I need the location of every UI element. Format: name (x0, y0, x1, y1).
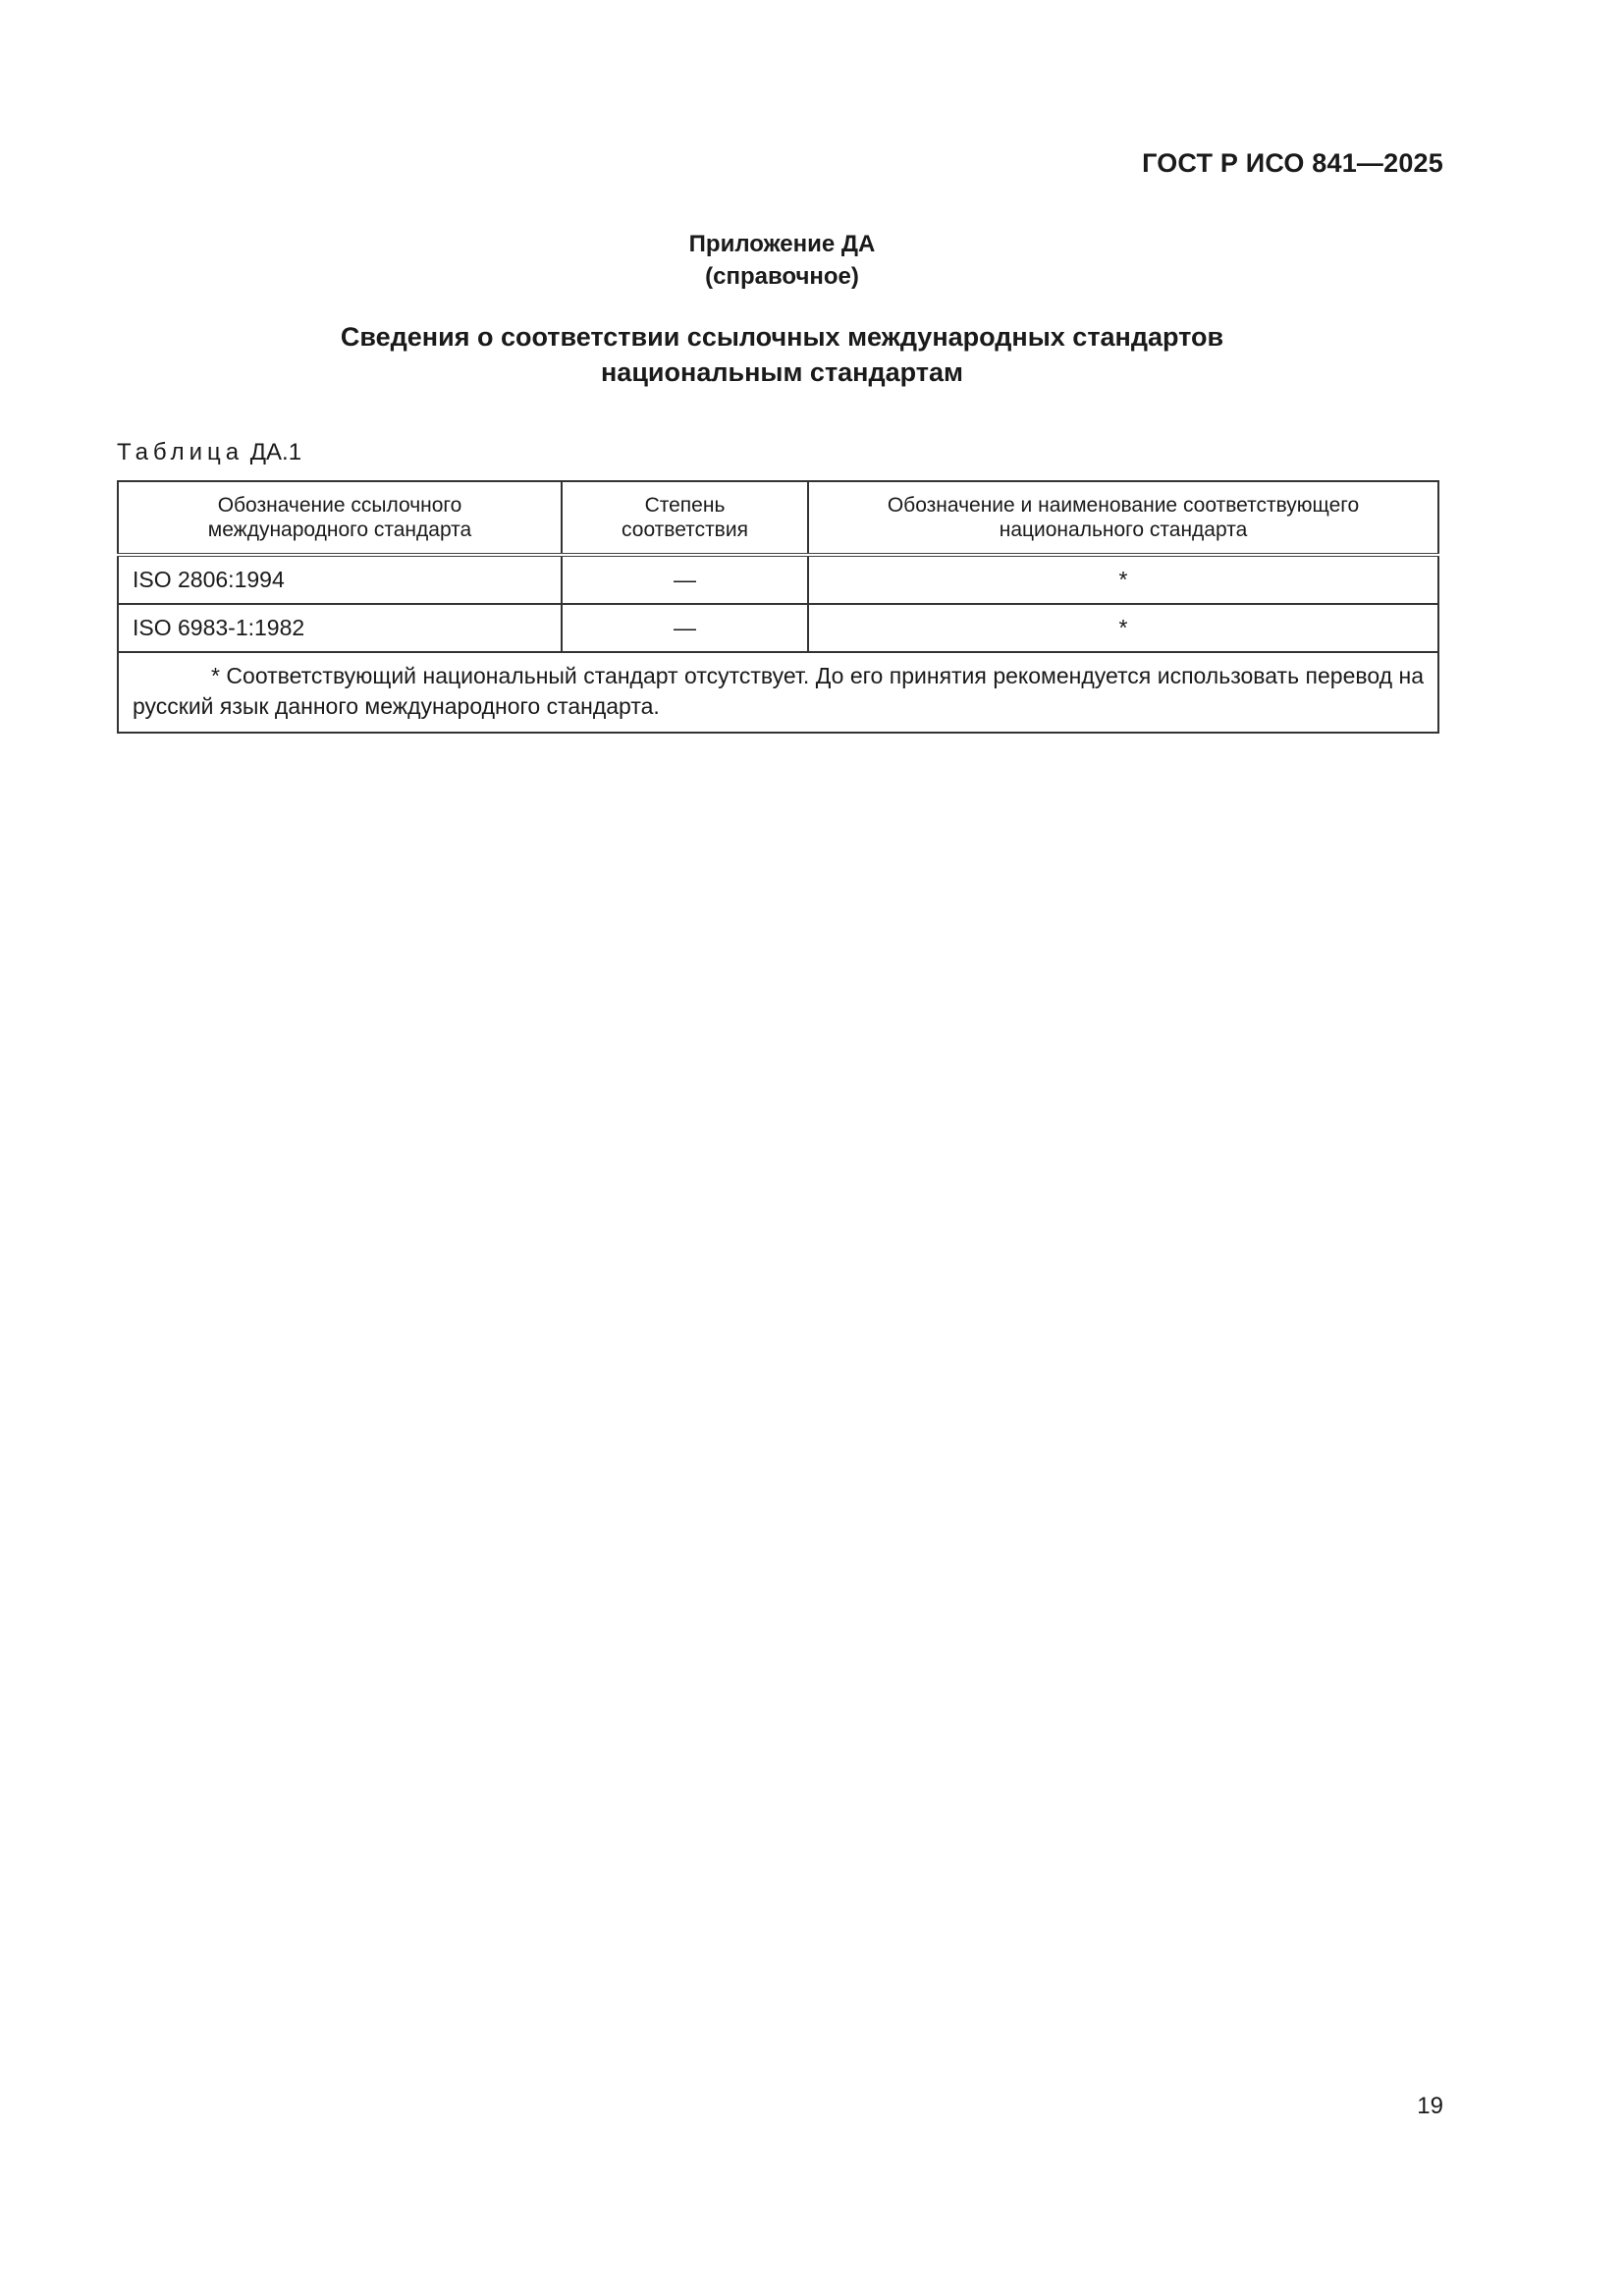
table-caption-word: Таблица (117, 439, 244, 465)
header-text: Обозначение ссылочного (217, 494, 462, 517)
header-international-standard (118, 481, 562, 555)
table-footnote-row (118, 652, 1438, 733)
header-degree-of-correspondence (562, 481, 808, 555)
cell-degree: — (562, 604, 808, 652)
correspondence-table-container (117, 480, 1439, 734)
header-text: соответствия (622, 519, 748, 541)
cell-national: * (808, 555, 1438, 604)
header-text: Степень (644, 494, 726, 517)
cell-standard: ISO 6983-1:1982 (118, 604, 562, 652)
header-text: международного стандарта (207, 519, 472, 541)
table-footnote: * Соответствующий национальный стандарт отсутствует. До его принятия рекомендуется использовать перевод на русский язык данного международного стандарта. (118, 652, 1438, 733)
cell-standard: ISO 2806:1994 (118, 555, 562, 604)
table-header-row (118, 481, 1438, 555)
cell-national: * (808, 604, 1438, 652)
header-text: национального стандарта (999, 519, 1248, 541)
section-title-line-1: Сведения о соответствии ссылочных международных стандартов (340, 322, 1224, 352)
correspondence-table (117, 480, 1439, 734)
appendix-heading (0, 228, 1564, 293)
table-caption (117, 439, 301, 466)
page-number: 19 (1417, 2093, 1443, 2119)
section-title (0, 319, 1564, 390)
appendix-label: Приложение ДА (688, 231, 876, 257)
table-caption-number: ДА.1 (249, 439, 302, 465)
header-national-standard (808, 481, 1438, 555)
appendix-type: (справочное) (705, 263, 859, 290)
table-row (118, 604, 1438, 652)
document-code: ГОСТ Р ИСО 841—2025 (1142, 148, 1443, 178)
cell-degree: — (562, 555, 808, 604)
section-title-line-2: национальным стандартам (601, 357, 963, 387)
header-text: Обозначение и наименование соответствующего (887, 494, 1360, 517)
table-row (118, 555, 1438, 604)
